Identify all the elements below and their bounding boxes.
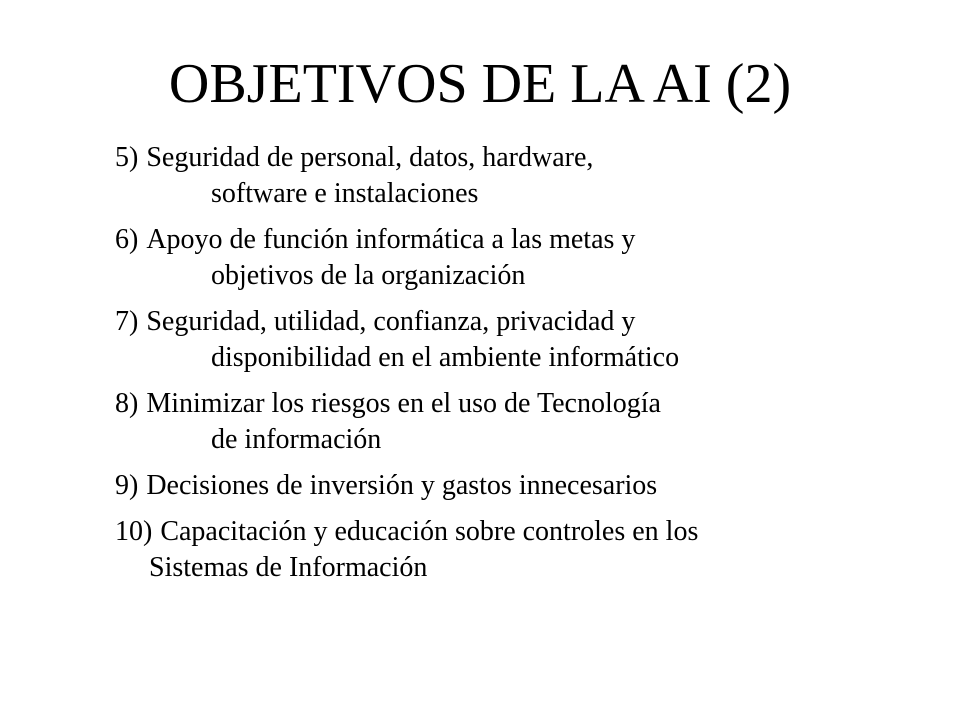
item-continuation: software e instalaciones (211, 178, 479, 209)
item-number: 10) (115, 516, 153, 547)
list-item-10 (115, 514, 935, 586)
objectives-list (115, 140, 935, 596)
list-item-8 (115, 386, 935, 458)
item-continuation: de información (211, 424, 382, 455)
item-text: Seguridad de personal, datos, hardware, (146, 142, 594, 173)
item-continuation: disponibilidad en el ambiente informático (211, 342, 680, 373)
item-first-line (115, 386, 935, 422)
item-first-line (115, 468, 935, 504)
item-text: Decisiones de inversión y gastos innecesarios (146, 470, 658, 501)
item-number: 5) (115, 142, 139, 173)
list-item-6 (115, 222, 935, 294)
list-item-5 (115, 140, 935, 212)
item-text: Capacitación y educación sobre controles en los (160, 516, 699, 547)
list-item-9 (115, 468, 935, 504)
item-number: 6) (115, 224, 139, 255)
item-text: Seguridad, utilidad, confianza, privacidad y (146, 306, 636, 337)
item-text: Apoyo de función informática a las metas y (146, 224, 636, 255)
slide-title: OBJETIVOS DE LA AI (2) (168, 53, 792, 115)
item-text: Minimizar los riesgos en el uso de Tecnología (146, 388, 661, 419)
item-number: 9) (115, 470, 139, 501)
item-first-line (115, 140, 935, 176)
item-continuation: objetivos de la organización (211, 260, 526, 291)
item-first-line (115, 304, 935, 340)
item-first-line (115, 222, 935, 258)
item-number: 7) (115, 306, 139, 337)
list-item-7 (115, 304, 935, 376)
item-number: 8) (115, 388, 139, 419)
item-first-line (115, 514, 935, 550)
item-continuation: Sistemas de Información (149, 552, 428, 583)
